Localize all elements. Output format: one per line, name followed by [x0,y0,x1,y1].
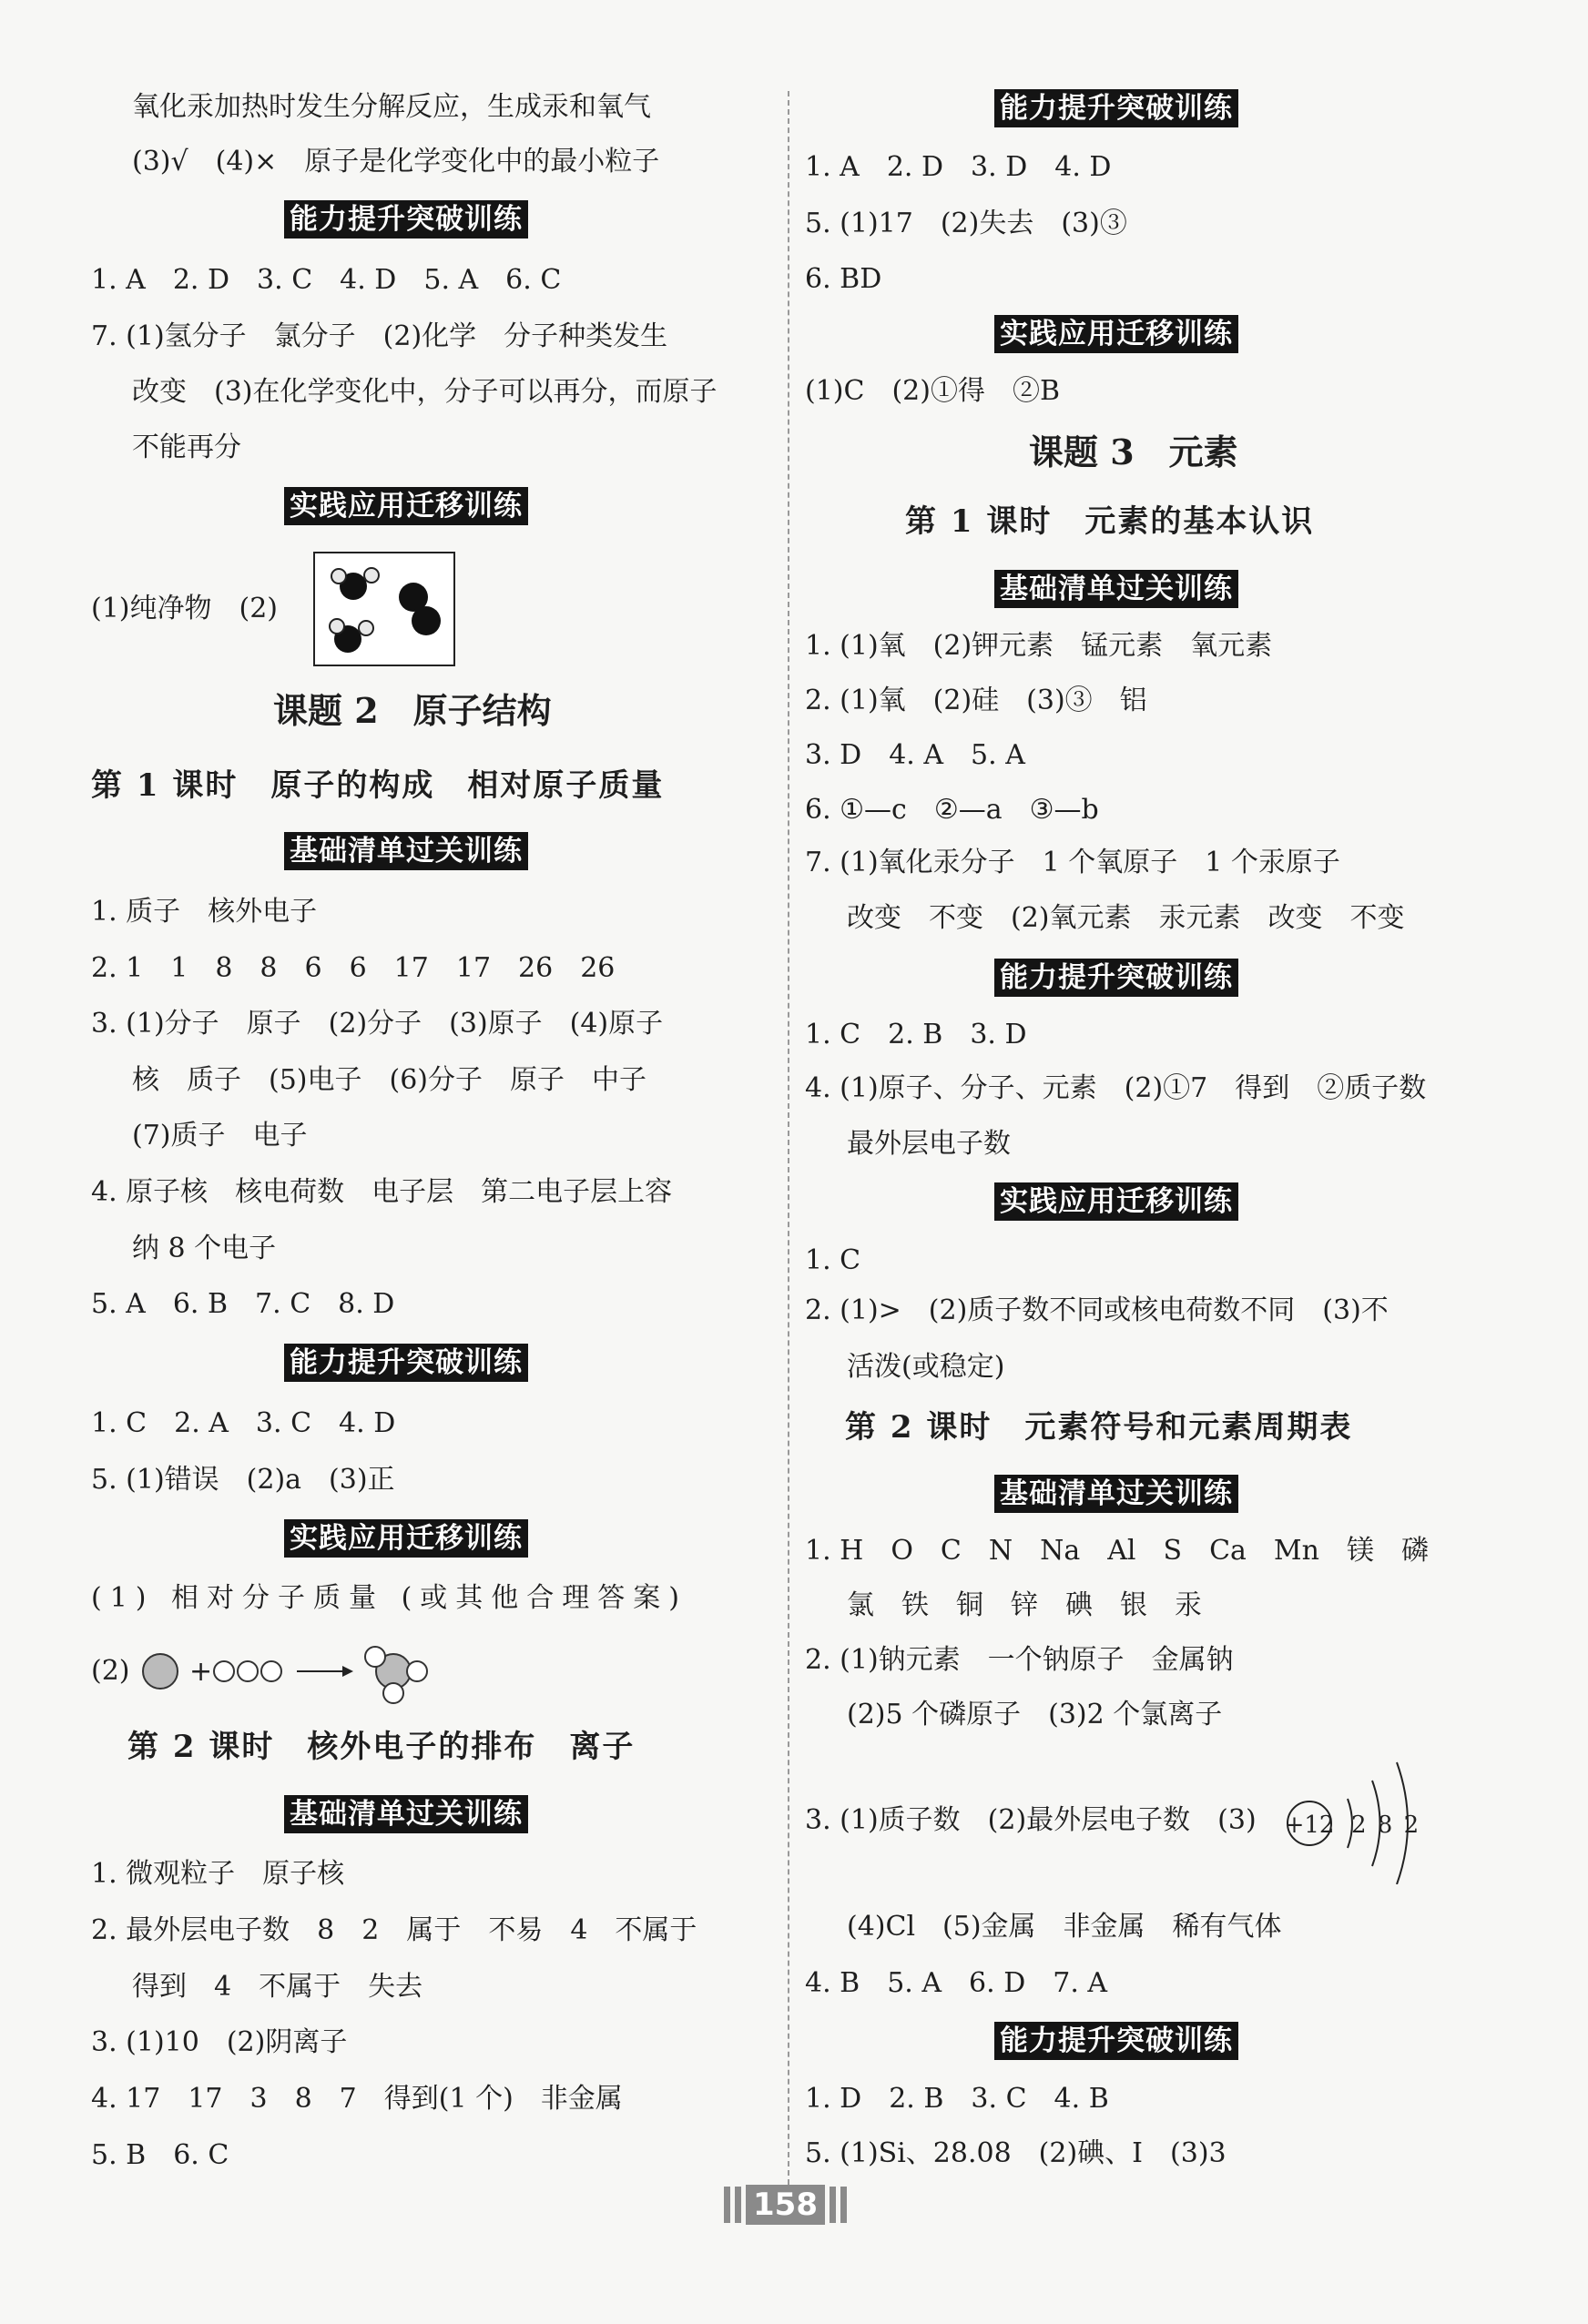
answer-line: 1. (1)氧 (2)钾元素 锰元素 氧元素 [805,630,1273,662]
answer-line: 核 质子 (5)电子 (6)分子 原子 中子 [132,1064,646,1096]
answer-line: 7. (1)氢分子 氯分子 (2)化学 分子种类发生 [91,320,668,352]
answer-line: 1. C [805,1244,861,1276]
section-band: 能力提升突破训练 [994,89,1238,127]
page-number-text: 158 [746,2185,825,2225]
answer-line: 5. (1)错误 (2)a (3)正 [91,1464,395,1496]
page-number-bar [735,2187,741,2223]
answer-line: 5. (1)Si、28.08 (2)碘、I (3)3 [805,2137,1227,2169]
section-band: 能力提升突破训练 [284,200,528,238]
answer-line: 7. (1)氧化汞分子 1 个氧原子 1 个汞原子 [805,847,1340,878]
answer-line: 1. 质子 核外电子 [91,896,318,928]
section-band: 基础清单过关训练 [994,1475,1238,1513]
atomic-structure-diagram [1284,1748,1430,1884]
answer-line: 氧化汞加热时发生分解反应，生成汞和氧气 [132,91,651,123]
lesson-title: 第 1 课时 原子的构成 相对原子质量 [91,767,665,804]
topic-title: 课题 2 原子结构 [273,690,552,731]
answer-line: 2. (1)氧 (2)硅 (3)③ 铝 [805,685,1147,716]
section-band: 能力提升突破训练 [994,959,1238,997]
column-divider [788,91,789,2185]
answer-line: 纳 8 个电子 [132,1233,277,1264]
answer-line: 2. 1 1 8 8 6 6 17 17 26 26 [91,952,616,984]
answer-line: (3)√ (4)× 原子是化学变化中的最小粒子 [132,146,660,178]
lesson-title: 第 2 课时 元素符号和元素周期表 [845,1409,1353,1446]
answer-line: (4)Cl (5)金属 非金属 稀有气体 [847,1911,1282,1943]
answer-line: 不能再分 [132,431,241,463]
plus-sign: + [189,1656,213,1688]
lesson-title: 第 2 课时 核外电子的排布 离子 [127,1729,636,1765]
answer-line: 最外层电子数 [847,1128,1011,1160]
section-band: 能力提升突破训练 [994,2022,1238,2060]
nucleus-charge: +12 [1284,1812,1335,1839]
answer-line: 6. BD [805,263,882,295]
answer-line: 2. (1)钠元素 一个钠原子 金属钠 [805,1644,1234,1676]
answer-line: 5. A 6. B 7. C 8. D [91,1288,395,1320]
answer-line: 3. (1)质子数 (2)最外层电子数 (3) [805,1804,1257,1836]
answer-line: 3. (1)10 (2)阴离子 [91,2026,348,2058]
shell-electrons: 2 8 2 [1351,1812,1421,1839]
lesson-title: 第 1 课时 元素的基本认识 [905,503,1315,540]
answer-line: 得到 4 不属于 失去 [132,1971,423,2003]
answer-line: (2) [91,1655,130,1687]
answer-line: 4. B 5. A 6. D 7. A [805,1967,1108,1999]
answer-line: 3. (1)分子 原子 (2)分子 (3)原子 (4)原子 [91,1008,664,1040]
section-band: 实践应用迁移训练 [284,1519,528,1558]
page-number-bar [724,2187,730,2223]
answer-line: 1. C 2. B 3. D [805,1019,1027,1050]
page-number [724,2183,847,2227]
answer-line: (7)质子 电子 [132,1120,308,1152]
section-band: 能力提升突破训练 [284,1344,528,1382]
answer-line: (1) 相对分子质量 (或其他合理答案) [91,1582,687,1614]
answer-line: 4. 原子核 核电荷数 电子层 第二电子层上容 [91,1176,673,1208]
answer-line: 1. A 2. D 3. D 4. D [805,151,1112,183]
answer-line: 1. 微观粒子 原子核 [91,1858,345,1890]
answer-line: 3. D 4. A 5. A [805,739,1025,771]
page-number-bar [830,2187,836,2223]
answer-line: 6. ①—c ②—a ③—b [805,794,1099,826]
answer-line: (1)C (2)①得 ②B [805,375,1060,407]
answer-line: 活泼(或稳定) [847,1351,1005,1383]
answer-line: 改变 (3)在化学变化中，分子可以再分，而原子 [132,376,718,408]
answer-line: 5. (1)17 (2)失去 (3)③ [805,208,1127,239]
answer-line: 改变 不变 (2)氧元素 汞元素 改变 不变 [847,902,1405,934]
answer-line: 2. 最外层电子数 8 2 属于 不易 4 不属于 [91,1914,697,1946]
answer-line: 1. D 2. B 3. C 4. B [805,2083,1109,2115]
section-band: 基础清单过关训练 [994,570,1238,608]
section-band: 实践应用迁移训练 [994,1182,1238,1221]
answer-line: 5. B 6. C [91,2139,229,2171]
answer-line: 4. 17 17 3 8 7 得到(1 个) 非金属 [91,2083,623,2115]
answer-line: 4. (1)原子、分子、元素 (2)①7 得到 ②质子数 [805,1072,1427,1104]
answer-line: 1. C 2. A 3. C 4. D [91,1407,396,1439]
answer-line: 2. (1)> (2)质子数不同或核电荷数不同 (3)不 [805,1294,1389,1326]
section-band: 实践应用迁移训练 [994,315,1238,353]
section-band: 基础清单过关训练 [284,832,528,870]
answer-line: (1)纯净物 (2) [91,593,278,624]
atom-reaction-diagram [137,1635,446,1708]
section-band: 实践应用迁移训练 [284,487,528,525]
answer-line: 氯 铁 铜 锌 碘 银 汞 [847,1589,1202,1621]
answer-line: 1. H O C N Na Al S Ca Mn 镁 磷 [805,1535,1429,1567]
answer-line: 1. A 2. D 3. C 4. D 5. A 6. C [91,264,562,296]
topic-title: 课题 3 元素 [1029,431,1238,472]
section-band: 基础清单过关训练 [284,1795,528,1833]
molecule-diagram [313,552,455,666]
page-number-bar [840,2187,847,2223]
answer-line: (2)5 个磷原子 (3)2 个氯离子 [847,1699,1223,1730]
